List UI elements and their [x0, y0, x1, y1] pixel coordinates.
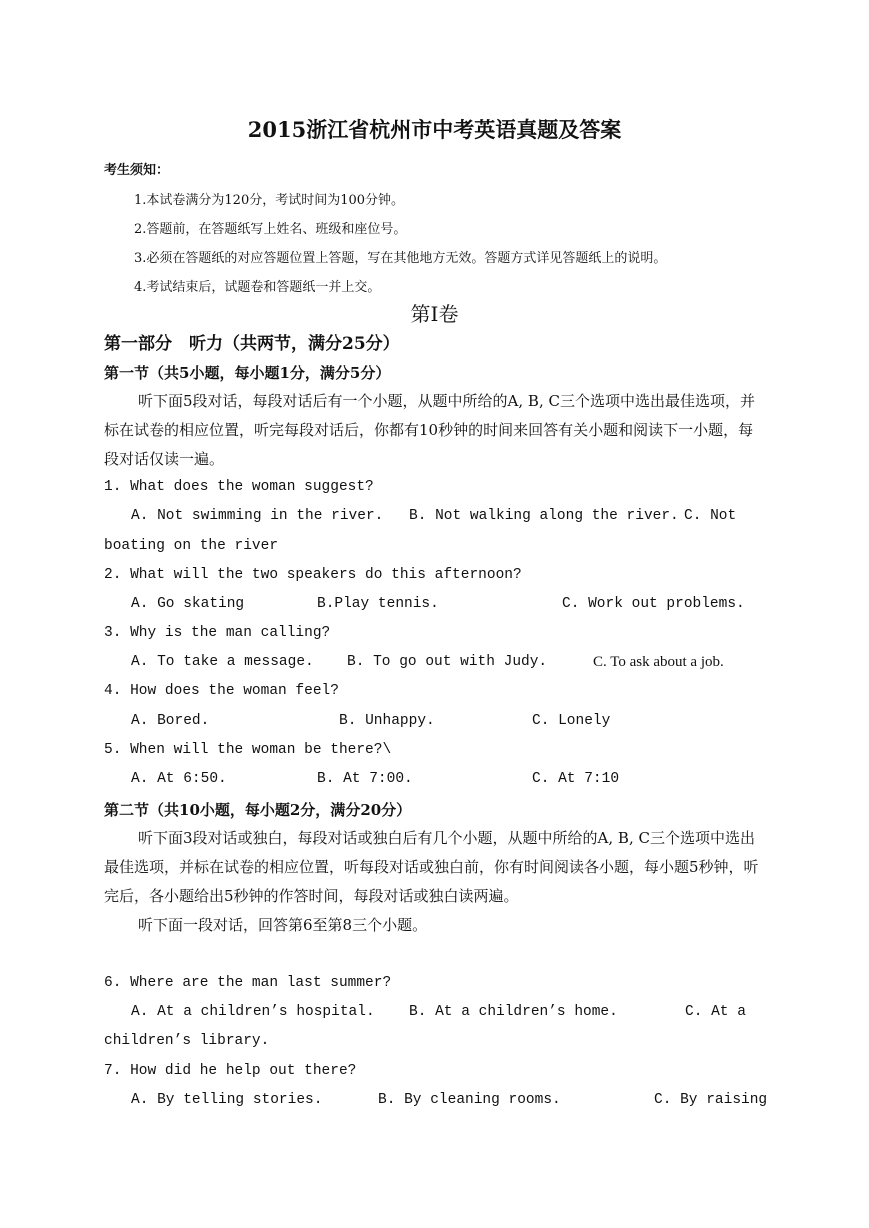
option-continuation: boating on the river — [104, 538, 279, 554]
volume-heading: 第Ⅰ卷 — [410, 302, 459, 326]
question-stem: 4. How does the woman feel? — [104, 683, 339, 699]
section-instructions — [104, 824, 768, 940]
option-c: C. At 7:10 — [532, 771, 620, 787]
option-c: C. By raising — [654, 1092, 768, 1108]
option-a: A. Bored. — [131, 713, 210, 729]
option-b: B. At 7:00. — [317, 771, 413, 787]
option-b: B. Not walking along the river. — [409, 508, 679, 524]
instructions-text: 听下面3段对话或独白，每段对话或独白后有几个小题，从题中所给的A, B, C三个选项中选出最佳选项，并标在试卷的相应位置，听每段对话或独白前，你有时间阅读各小题，每小题5秒钟，听完后，各小题给出5秒钟的作答时间，每段对话或独白读两遍。 — [104, 829, 759, 905]
option-b: B. To go out with Judy. — [347, 654, 548, 670]
option-c: C. Lonely — [532, 713, 611, 729]
section-instructions — [104, 387, 768, 474]
notice-item: 1.本试卷满分为120分，考试时间为100分钟。 — [134, 193, 405, 208]
notice-item: 3.必须在答题纸的对应答题位置上答题，写在其他地方无效。答题方式详见答题纸上的说明。 — [134, 251, 667, 266]
question-stem: 7. How did he help out there? — [104, 1063, 357, 1079]
option-a: A. Go skating — [131, 596, 245, 612]
option-b: B.Play tennis. — [317, 596, 439, 612]
option-c: C. To ask about a job. — [593, 654, 724, 670]
option-c: C. At a — [685, 1004, 746, 1020]
instructions-text: 听下面5段对话，每段对话后有一个小题，从题中所给的A, B, C三个选项中选出最佳选项，并标在试卷的相应位置，听完每段对话后，你都有10秒钟的时间来回答有关小题和阅读下一小题，每段对话仅读一遍。 — [104, 392, 755, 468]
question-stem: 6. Where are the man last summer? — [104, 975, 392, 991]
question-stem: 2. What will the two speakers do this afternoon? — [104, 567, 522, 583]
option-a: A. By telling stories. — [131, 1092, 323, 1108]
section-heading: 第一节（共5小题，每小题1分，满分5分） — [104, 364, 391, 382]
notice-item: 4.考试结束后，试题卷和答题纸一并上交。 — [134, 280, 381, 295]
option-b: B. At a children’s home. — [409, 1004, 618, 1020]
question-stem: 5. When will the woman be there?\ — [104, 742, 392, 758]
section-heading: 第二节（共10小题，每小题2分，满分20分） — [104, 801, 412, 819]
option-continuation: children’s library. — [104, 1033, 270, 1049]
part-heading: 第一部分 听力（共两节，满分25分） — [104, 334, 400, 354]
question-stem: 3. Why is the man calling? — [104, 625, 331, 641]
option-a: A. Not swimming in the river. — [131, 508, 384, 524]
option-a: A. At 6:50. — [131, 771, 227, 787]
question-stem: 1. What does the woman suggest? — [104, 479, 374, 495]
notice-heading: 考生须知： — [104, 163, 170, 178]
option-b: B. By cleaning rooms. — [378, 1092, 561, 1108]
page-title: 2015浙江省杭州市中考英语真题及答案 — [247, 117, 622, 142]
option-c: C. Not — [684, 508, 737, 524]
option-c: C. Work out problems. — [562, 596, 745, 612]
option-a: A. To take a message. — [131, 654, 314, 670]
option-b: B. Unhappy. — [339, 713, 435, 729]
sub-instructions-text: 听下面一段对话，回答第6至第8三个小题。 — [138, 916, 428, 934]
notice-item: 2.答题前，在答题纸写上姓名、班级和座位号。 — [134, 222, 407, 237]
option-a: A. At a children’s hospital. — [131, 1004, 375, 1020]
